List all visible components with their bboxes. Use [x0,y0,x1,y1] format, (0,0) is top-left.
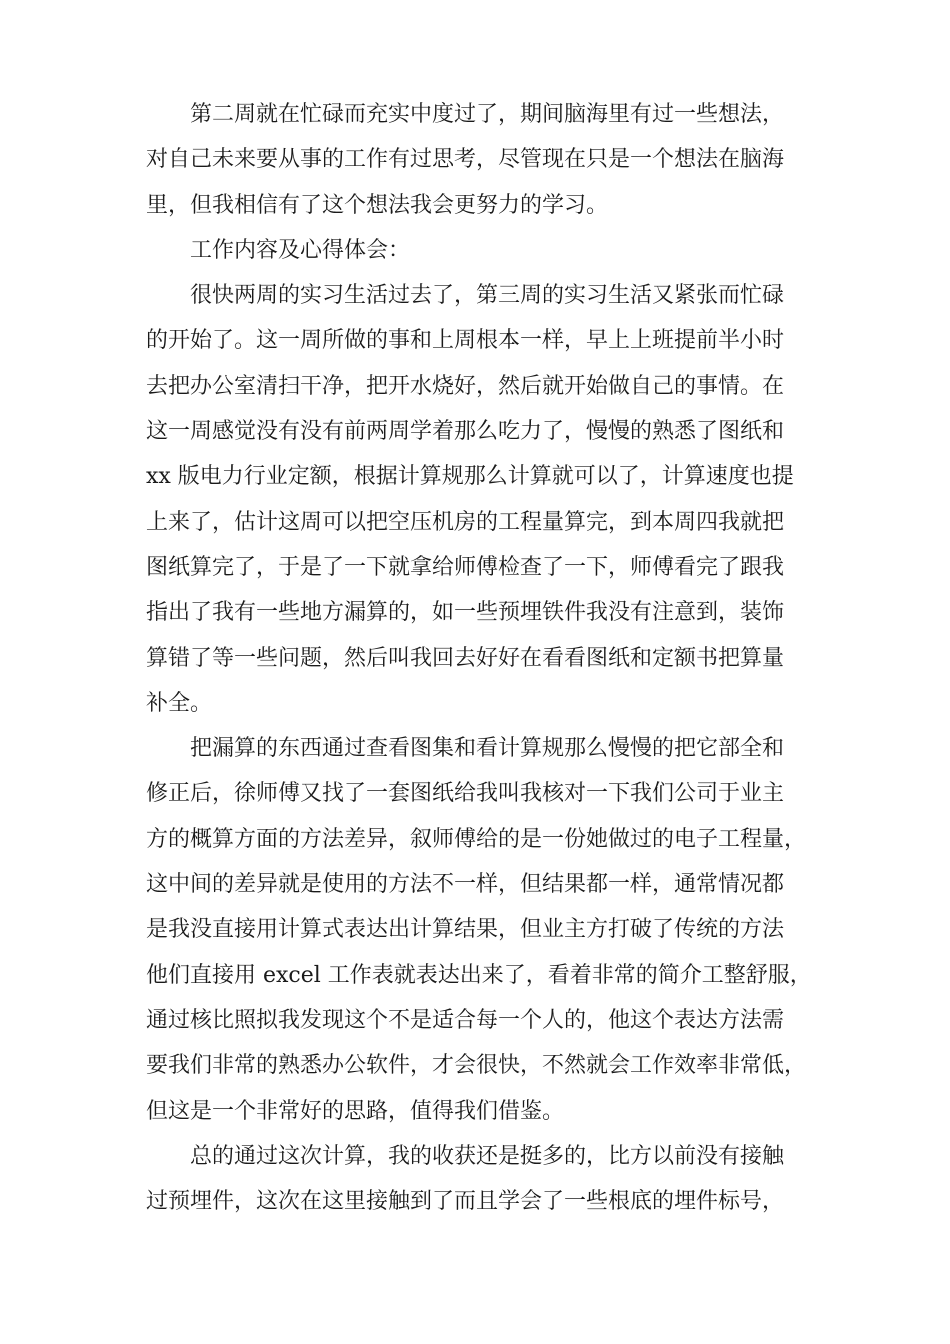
paragraph-line: 他们直接用 excel 工作表就表达出来了，看着非常的简介工整舒服， [146,962,812,988]
paragraph-line: 是我没直接用计算式表达出计算结果，但业主方打破了传统的方法 [146,917,785,943]
paragraph-line: 第二周就在忙碌而充实中度过了，期间脑海里有过一些想法， [190,102,785,127]
paragraph-line: 图纸算完了，于是了一下就拿给师傅检查了一下，师傅看完了跟我 [146,554,785,580]
paragraph-line: 过预埋件，这次在这里接触到了而且学会了一些根底的埋件标号， [146,1189,785,1215]
paragraph-line: 里，但我相信有了这个想法我会更努力的学习。 [146,192,609,218]
paragraph-line: 的开始了。这一周所做的事和上周根本一样，早上上班提前半小时 [146,328,785,354]
paragraph-line: xx 版电力行业定额，根据计算规那么计算就可以了，计算速度也提 [146,464,794,490]
paragraph-line: 指出了我有一些地方漏算的，如一些预埋铁件我没有注意到，装饰 [146,600,785,626]
document-body [146,92,826,1224]
paragraph-line: 总的通过这次计算，我的收获还是挺多的，比方以前没有接触 [190,1143,785,1169]
section-heading: 工作内容及心得体会： [190,237,411,263]
paragraph-line: 补全。 [146,690,213,716]
paragraph-line: 很快两周的实习生活过去了，第三周的实习生活又紧张而忙碌 [190,283,785,309]
paragraph-line: 要我们非常的熟悉办公软件，才会很快，不然就会工作效率非常低， [146,1053,807,1079]
paragraph-line: 把漏算的东西通过查看图集和看计算规那么慢慢的把它部全和 [190,736,785,762]
paragraph-line: 上来了，估计这周可以把空压机房的工程量算完，到本周四我就把 [146,509,785,535]
paragraph-line: 方的概算方面的方法差异，叙师傅给的是一份她做过的电子工程量， [146,826,807,852]
paragraph-line: 通过核比照拟我发现这个不是适合每一个人的，他这个表达方法需 [146,1007,785,1033]
paragraph-line: 修正后，徐师傅又找了一套图纸给我叫我核对一下我们公司于业主 [146,781,785,807]
paragraph-line: 这中间的差异就是使用的方法不一样，但结果都一样，通常情况都 [146,872,785,898]
paragraph-line: 但这是一个非常好的思路，值得我们借鉴。 [146,1098,565,1124]
paragraph-line: 对自己未来要从事的工作有过思考，尽管现在只是一个想法在脑海 [146,147,785,173]
paragraph-line: 去把办公室清扫干净，把开水烧好，然后就开始做自己的事情。在 [146,373,785,399]
paragraph-line: 这一周感觉没有没有前两周学着那么吃力了，慢慢的熟悉了图纸和 [146,419,785,445]
paragraph-line: 算错了等一些问题，然后叫我回去好好在看看图纸和定额书把算量 [146,645,785,671]
